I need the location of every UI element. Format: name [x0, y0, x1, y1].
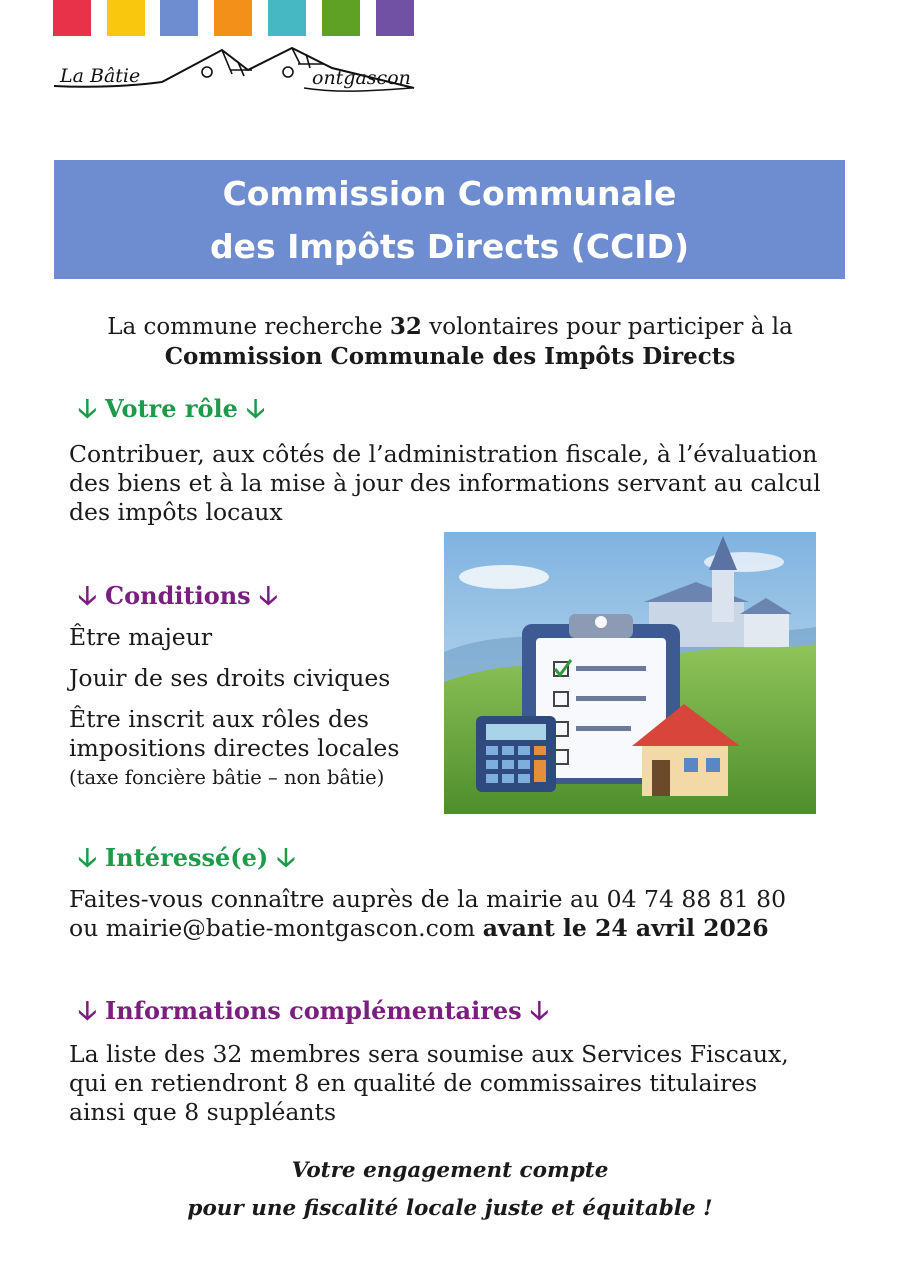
intro-after: volontaires pour participer à la: [421, 314, 793, 340]
closing-message: [0, 1152, 900, 1228]
contact-text: [69, 885, 786, 943]
role-line: des impôts locaux: [69, 498, 283, 526]
closing-line: Votre engagement compte: [291, 1158, 609, 1183]
swatch-blue: [160, 0, 198, 36]
intro-count: 32: [389, 313, 422, 340]
arrow-down-icon: 🡣: [78, 843, 97, 873]
condition-item: [69, 705, 399, 792]
swatch-orange: [214, 0, 252, 36]
contact-deadline: avant le 24 avril 2026: [482, 914, 769, 942]
condition-note: (taxe foncière bâtie – non bâtie): [69, 766, 385, 789]
contact-line-phone: Faites-vous connaître auprès de la mairie au 04 74 88 81 80: [69, 885, 787, 913]
info-text: [69, 1040, 789, 1127]
swatch-yellow: [107, 0, 145, 36]
condition-item: Être majeur: [69, 623, 213, 651]
banner-title-line1: Commission Communale: [222, 174, 677, 213]
swatch-purple: [376, 0, 414, 36]
swatch-teal: [268, 0, 306, 36]
closing-line: pour une fiscalité locale juste et équitable !: [187, 1196, 713, 1221]
heading-conditions: [78, 581, 278, 611]
condition-item: Jouir de ses droits civiques: [69, 664, 391, 692]
intro-commission-name: Commission Communale des Impôts Directs: [164, 343, 736, 370]
contact-email: ou mairie@batie-montgascon.com: [69, 914, 483, 942]
arrow-down-icon: 🡣: [78, 394, 97, 424]
heading-conditions-label: Conditions: [105, 581, 251, 610]
heading-interested-label: Intéressé(e): [105, 843, 269, 872]
arrow-down-icon: 🡣: [276, 843, 296, 873]
commune-logo: [52, 42, 422, 102]
intro-before: La commune recherche: [107, 314, 390, 340]
info-line: qui en retiendront 8 en qualité de commissaires titulaires: [69, 1069, 758, 1097]
banner-title-line2: des Impôts Directs (CCID): [209, 227, 690, 266]
role-description: [69, 440, 821, 527]
calculator-icon: [476, 716, 556, 792]
info-line: La liste des 32 membres sera soumise aux Services Fiscaux,: [69, 1040, 789, 1068]
tax-illustration: [444, 532, 816, 814]
role-line: Contribuer, aux côtés de l’administration fiscale, à l’évaluation: [69, 440, 818, 468]
arrow-down-icon: 🡣: [530, 996, 549, 1026]
heading-role-label: Votre rôle: [105, 394, 238, 423]
condition-line: Être inscrit aux rôles des: [69, 705, 369, 733]
heading-role: [78, 394, 265, 424]
arrow-down-icon: 🡣: [246, 394, 265, 424]
logo-text-montgascon: ontgascon: [312, 67, 411, 89]
swatch-green: [322, 0, 360, 36]
logo-text-batie: La Bâtie: [60, 65, 141, 87]
condition-line: impositions directes locales: [69, 734, 400, 762]
title-banner: [54, 160, 845, 279]
role-line: des biens et à la mise à jour des informations servant au calcul: [69, 469, 821, 497]
heading-interested: [78, 843, 295, 873]
swatch-red: [53, 0, 91, 36]
info-line: ainsi que 8 suppléants: [69, 1098, 337, 1126]
arrow-down-icon: 🡣: [78, 581, 97, 611]
intro-text: [40, 312, 860, 372]
heading-info-label: Informations complémentaires: [105, 996, 522, 1025]
arrow-down-icon: 🡣: [259, 581, 278, 611]
heading-info: [78, 996, 549, 1026]
arrow-down-icon: 🡣: [78, 996, 97, 1026]
